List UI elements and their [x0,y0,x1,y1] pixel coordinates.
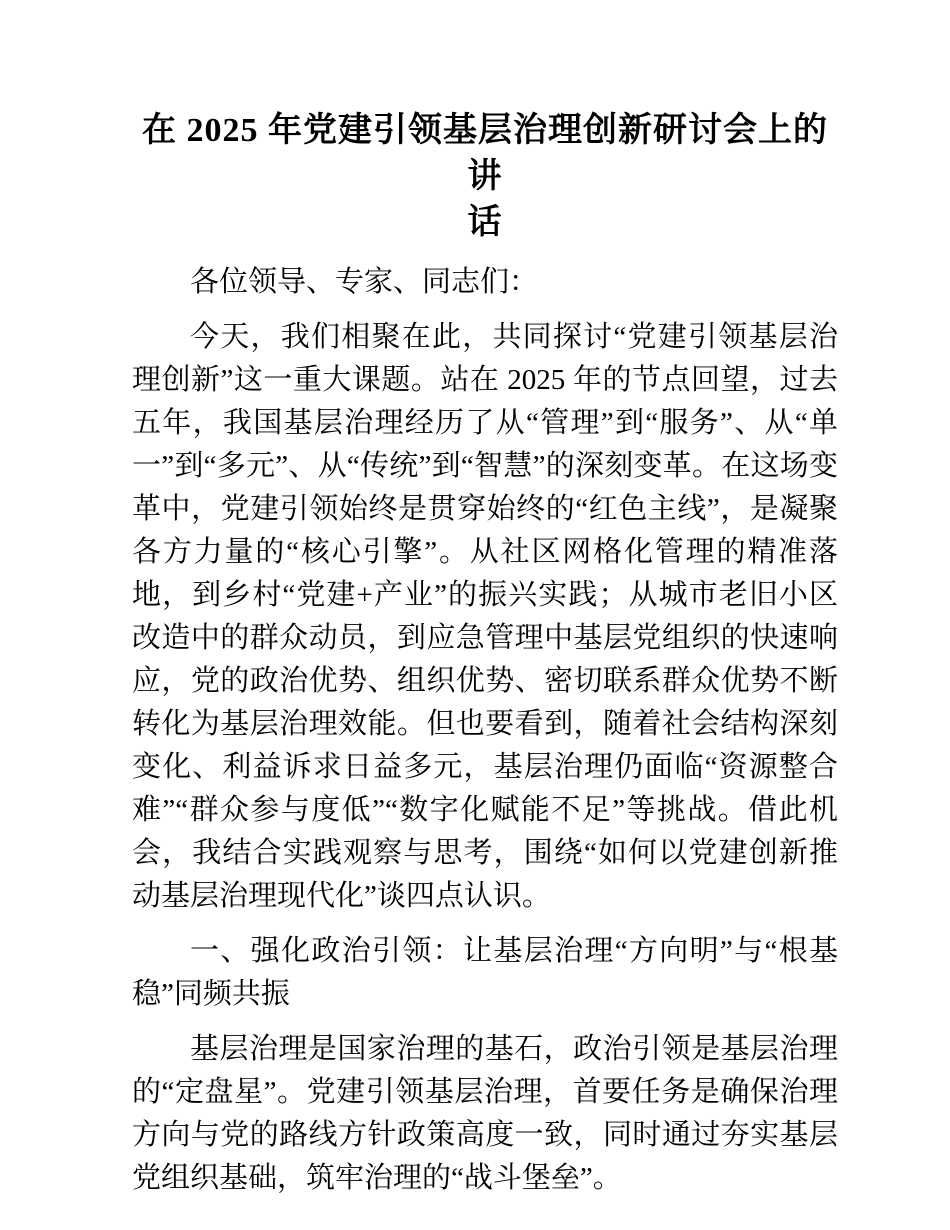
document-body [132,261,838,1200]
section-heading-1: 一、强化政治引领：让基层治理“方向明”与“根基稳”同频共振 [132,935,838,1010]
document-title [132,108,838,246]
paragraph-opening: 今天，我们相聚在此，共同探讨“党建引领基层治理创新”这一重大课题。站在 2025 年的节点回望，过去五年，我国基层治理经历了从“管理”到“服务”、从“单一”到“多元”、从“传统”到“智慧”的深刻变革。在这场变革中，党建引领始终是贯穿始终的“红色主线”，是凝聚各方力量的“核心引擎”。从社区网格化管理的精准落地，到乡村“党建+产业”的振兴实践；从城市老旧小区改造中的群众动员，到应急管理中基层党组织的快速响应，党的政治优势、组织优势、密切联系群众优势不断转化为基层治理效能。但也要看到，随着社会结构深刻变化、利益诉求日益多元，基层治理仍面临“资源整合难”“群众参与度低”“数字化赋能不足”等挑战。借此机会，我结合实践观察与思考，围绕“如何以党建创新推动基层治理现代化”谈四点认识。 [132,321,838,912]
document-title-line-2: 话 [467,204,503,241]
document-title-line-1: 在 2025 年党建引领基层治理创新研讨会上的讲 [142,112,828,195]
paragraph-section-1-body: 基层治理是国家治理的基石，政治引领是基层治理的“定盘星”。党建引领基层治理，首要任务是确保治理方向与党的路线方针政策高度一致，同时通过夯实基层党组织基础，筑牢治理的“战斗堡垒”。 [132,1033,838,1194]
salutation: 各位领导、专家、同志们： [190,266,539,298]
